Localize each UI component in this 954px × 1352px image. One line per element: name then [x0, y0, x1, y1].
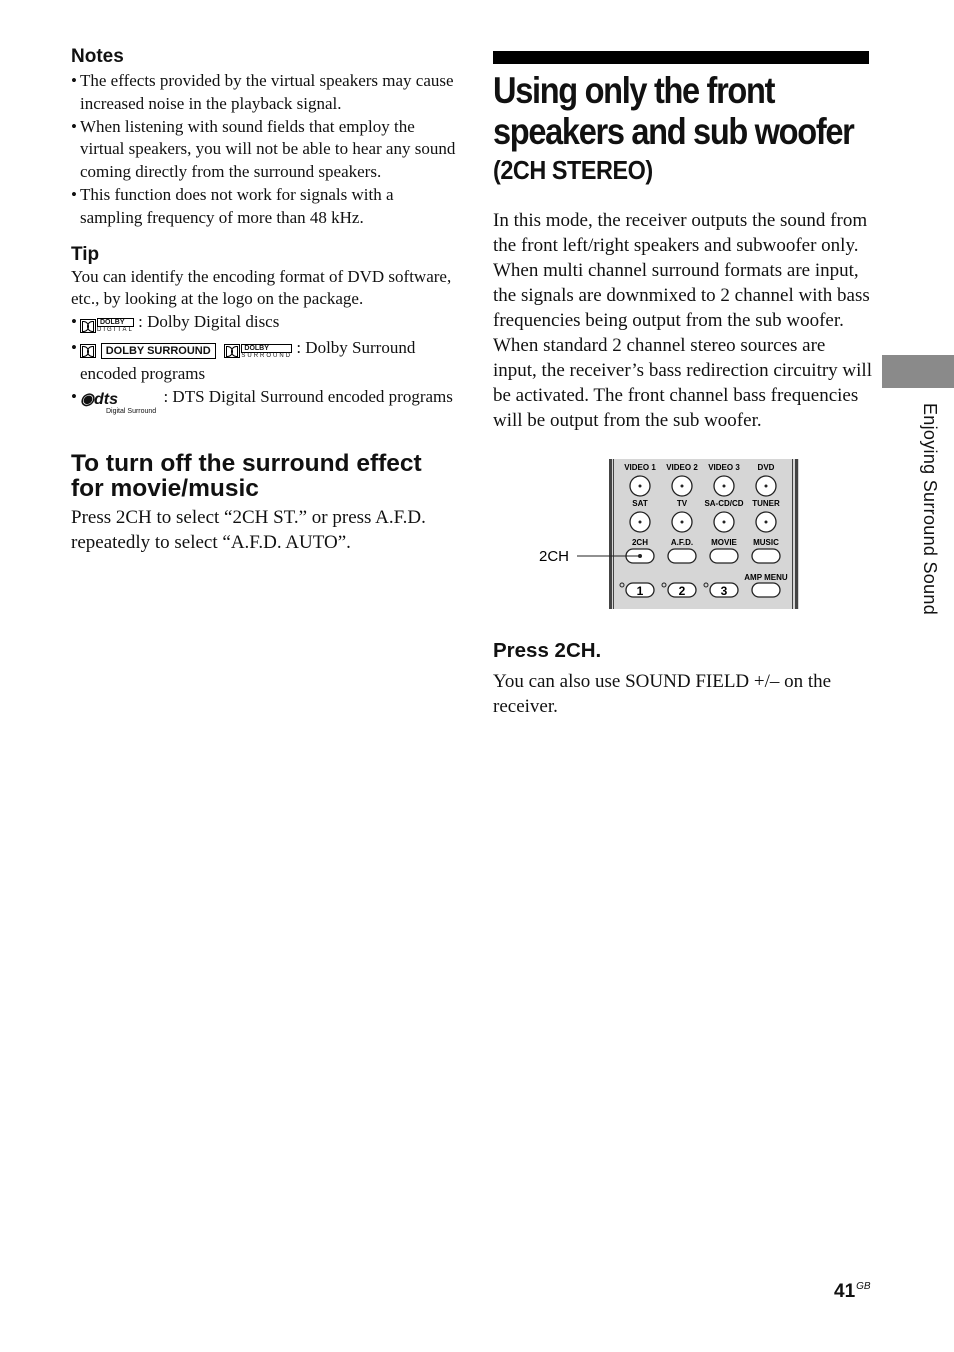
- afd-button[interactable]: [668, 549, 696, 563]
- surround-off-heading: To turn off the surround effect for movie/music: [71, 449, 422, 502]
- number-label: 3: [720, 584, 728, 598]
- remote-control-diagram: [493, 459, 873, 609]
- number-label: 2: [678, 584, 686, 598]
- music-button[interactable]: [752, 549, 780, 563]
- section-tab-marker: [882, 355, 954, 388]
- movie-button[interactable]: [710, 549, 738, 563]
- remote-label: TV: [676, 499, 688, 508]
- remote-label: VIDEO 3: [708, 463, 740, 472]
- note-item: • This function does not work for signals with a sampling frequency of more than 48 kHz.: [71, 184, 456, 230]
- dts-logo-icon: • ◉dts Digital Surround: [80, 390, 157, 415]
- remote-label: VIDEO 2: [666, 463, 698, 472]
- number-label: 1: [636, 584, 644, 598]
- remote-label: TUNER: [752, 499, 780, 508]
- page-number-value: 41: [834, 1281, 856, 1302]
- logo-item-dolby-digital: [71, 311, 456, 337]
- logo-label: : Dolby Digital discs: [138, 312, 280, 332]
- remote-label: SAT: [632, 499, 648, 508]
- logo-label: : Dolby Surround encoded programs: [80, 337, 416, 383]
- title-rule: [493, 51, 869, 64]
- remote-label: DVD: [757, 463, 775, 472]
- tip-heading: Tip: [71, 243, 100, 265]
- notes-list: [71, 70, 456, 230]
- remote-label: SA-CD/CD: [704, 499, 744, 508]
- left-column: [71, 46, 456, 555]
- press-text: You can also use SOUND FIELD +/– on the receiver.: [493, 671, 832, 717]
- page-title: Using only the front speakers and sub woofer: [493, 70, 854, 152]
- page-number-suffix: GB: [856, 1281, 871, 1292]
- section-tab-label: Enjoying Surround Sound: [920, 403, 940, 616]
- remote-label: 2CH: [631, 538, 649, 547]
- logo-label: : DTS Digital Surround encoded programs: [163, 386, 453, 406]
- logo-item-dolby-surround: [71, 337, 456, 386]
- remote-illustration: [493, 459, 873, 609]
- remote-label: VIDEO 1: [624, 463, 656, 472]
- page-subtitle: (2CH STEREO): [493, 155, 653, 185]
- right-column: [493, 51, 873, 719]
- amp-menu-button[interactable]: [752, 583, 780, 597]
- remote-label: A.F.D.: [670, 538, 694, 547]
- logo-list: [71, 311, 456, 414]
- notes-heading: Notes: [71, 46, 124, 67]
- body-paragraph: In this mode, the receiver outputs the sound from the front left/right speakers and subwoofer only.: [493, 210, 868, 256]
- remote-callout-label: 2CH: [539, 548, 570, 565]
- body-paragraph: When multi channel surround formats are input, the signals are downmixed to 2 channel with bass frequencies being output from the sub woofer.: [493, 260, 870, 331]
- remote-label: MOVIE: [711, 538, 737, 547]
- remote-label: AMP MENU: [744, 573, 788, 582]
- dolby-digital-logo-icon: • DOLBY DIGITAL: [80, 314, 134, 337]
- remote-label: MUSIC: [753, 538, 779, 547]
- logo-item-dts: [71, 386, 456, 415]
- note-item: • The effects provided by the virtual speakers may cause increased noise in the playback signal.: [71, 70, 456, 116]
- page-number: [834, 1281, 871, 1303]
- press-heading: Press 2CH.: [493, 639, 602, 662]
- body-paragraph: When standard 2 channel stereo sources are input, the receiver’s bass redirection circuitry will be activated. The front channel bass frequencies will be output from the sub woofer.: [493, 335, 872, 431]
- surround-off-text: Press 2CH to select “2CH ST.” or press A.F.D. repeatedly to select “A.F.D. AUTO”.: [71, 506, 426, 553]
- note-item: • When listening with sound fields that employ the virtual speakers, you will not be able to hear any sound coming directly from the surround speakers.: [71, 116, 456, 184]
- dolby-surround-logo-icon: DOLBY SURROUND DOLBY SURROUND: [80, 340, 292, 363]
- tip-text: You can identify the encoding format of DVD software, etc., by looking at the logo on the package.: [71, 266, 452, 309]
